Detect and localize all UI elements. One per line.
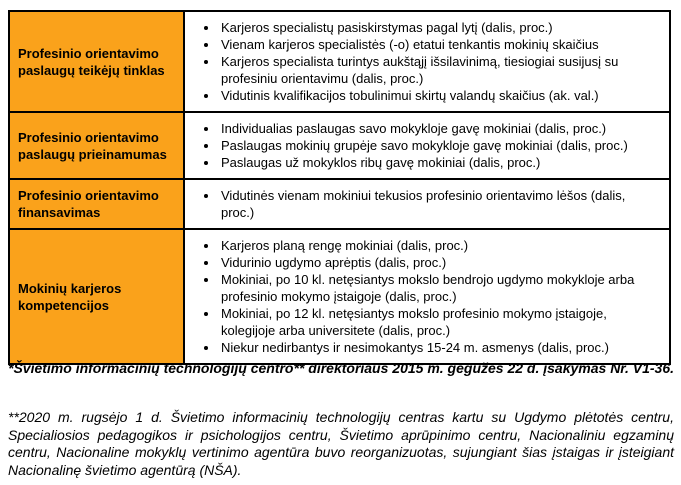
footnote-source: *Švietimo informacinių technologijų centro** direktoriaus 2015 m. gegužės 22 d. įsakymas Nr. V1-36. (8, 360, 675, 376)
bullet-item: • Individualias paslaugas savo mokykloje gavę mokiniai (dalis, proc.) (219, 120, 628, 137)
bullet-item: • Vidurinio ugdymo aprėptis (dalis, proc.) (219, 254, 661, 271)
row-content (185, 113, 669, 178)
bullet-item: • Mokiniai, po 12 kl. netęsiantys mokslo profesinio mokymo įstaigoje, kolegijoje arba universitete (dalis, proc.) (219, 305, 661, 339)
bullet-item: • Karjeros planą rengę mokiniai (dalis, proc.) (219, 237, 661, 254)
bullet-item: • Mokiniai, po 10 kl. netęsiantys mokslo bendrojo ugdymo mokykloje arba profesinio mokymo įstaigoje (dalis, proc.) (219, 271, 661, 305)
row-header-label: Profesinio orientavimo paslaugų teikėjų tinklas (18, 45, 165, 78)
footnote-reorganization: **2020 m. rugsėjo 1 d. Švietimo informacinių technologijų centras kartu su Ugdymo plėtotės centru, Specialiosios pedagogikos ir psichologijos centru, Švietimo aprūpinimo centru, Nacionaliniu egzaminų centru, Nacionaline mokyklų vertinimo agentūra buvo reorganizuotas, sujungiant šias įstaigas ir įsteigiant Nacionalinę švietimo agentūrą (NŠA). (8, 409, 674, 478)
bullet-list (185, 187, 661, 221)
row-content (185, 230, 669, 363)
bullet-item: • Karjeros specialista turintys aukštąjį išsilavinimą, tiesiogiai susijusį su profesiniu orientavimu (dalis, proc.) (219, 53, 661, 87)
row-header-teikeju-tinklas (10, 12, 185, 111)
table-row (10, 230, 669, 363)
bullet-item: • Paslaugas už mokyklos ribų gavę mokiniai (dalis, proc.) (219, 154, 628, 171)
table-row (10, 180, 669, 230)
table-row (10, 12, 669, 113)
row-header-kompetencijos (10, 230, 185, 363)
row-header-label: Profesinio orientavimo paslaugų prieinamumas (18, 129, 167, 162)
bullet-item: • Vidutinis kvalifikacijos tobulinimui skirtų valandų skaičius (ak. val.) (219, 87, 661, 104)
table-row (10, 113, 669, 180)
bullet-item: • Vidutinės vienam mokiniui tekusios profesinio orientavimo lėšos (dalis, proc.) (219, 187, 661, 221)
row-content (185, 12, 669, 111)
row-content (185, 180, 669, 228)
row-header-label: Profesinio orientavimo finansavimas (18, 188, 159, 220)
row-header-finansavimas (10, 180, 185, 228)
row-header-prieinamumas (10, 113, 185, 178)
bullet-item: • Karjeros specialistų pasiskirstymas pagal lytį (dalis, proc.) (219, 19, 661, 36)
indicator-table (8, 10, 671, 365)
row-header-label: Mokinių karjeros kompetencijos (18, 280, 122, 313)
bullet-list (185, 237, 661, 356)
bullet-item: • Vienam karjeros specialistės (-o) etatui tenkantis mokinių skaičius (219, 36, 661, 53)
bullet-list (185, 19, 661, 104)
bullet-item: • Niekur nedirbantys ir nesimokantys 15-24 m. asmenys (dalis, proc.) (219, 339, 661, 356)
bullet-list (185, 120, 628, 171)
bullet-item: • Paslaugas mokinių grupėje savo mokykloje gavę mokiniai (dalis, proc.) (219, 137, 628, 154)
